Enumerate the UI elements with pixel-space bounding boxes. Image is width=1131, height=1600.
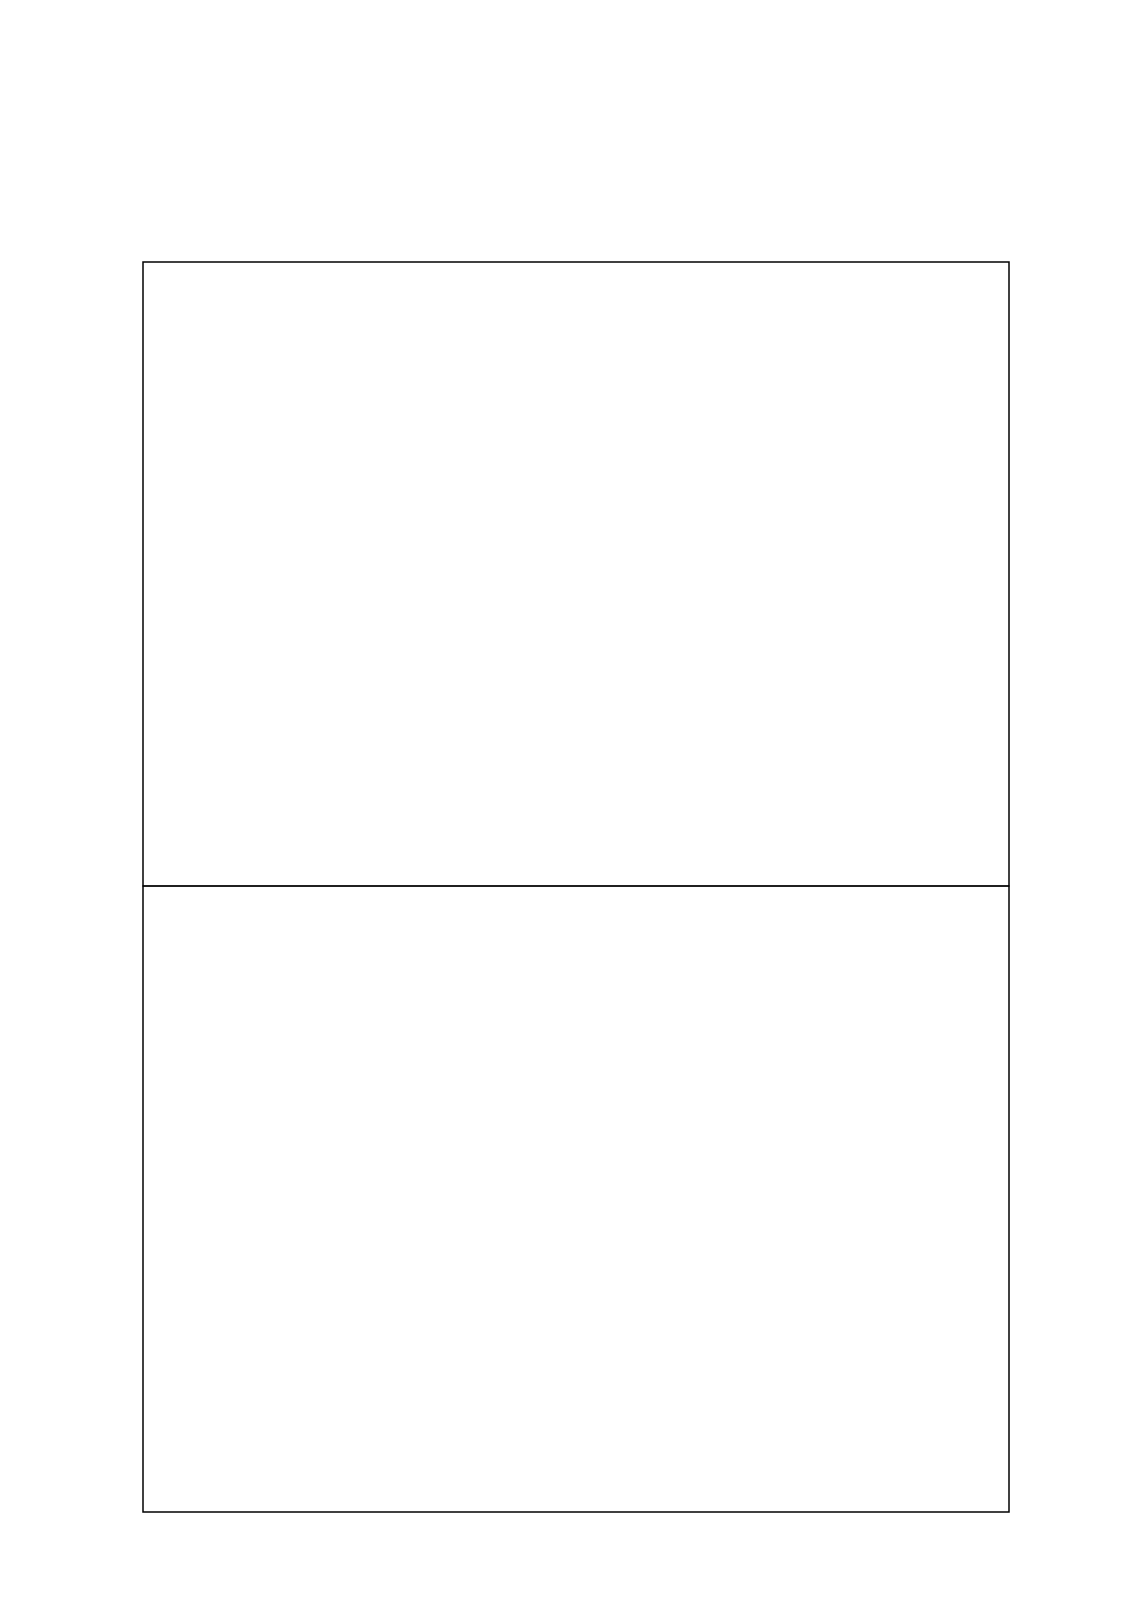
top-plot-frame xyxy=(143,262,1009,886)
magnetic-field-panel xyxy=(143,262,1009,886)
location-panel xyxy=(143,886,1009,1512)
bottom-plot-frame xyxy=(143,886,1009,1512)
